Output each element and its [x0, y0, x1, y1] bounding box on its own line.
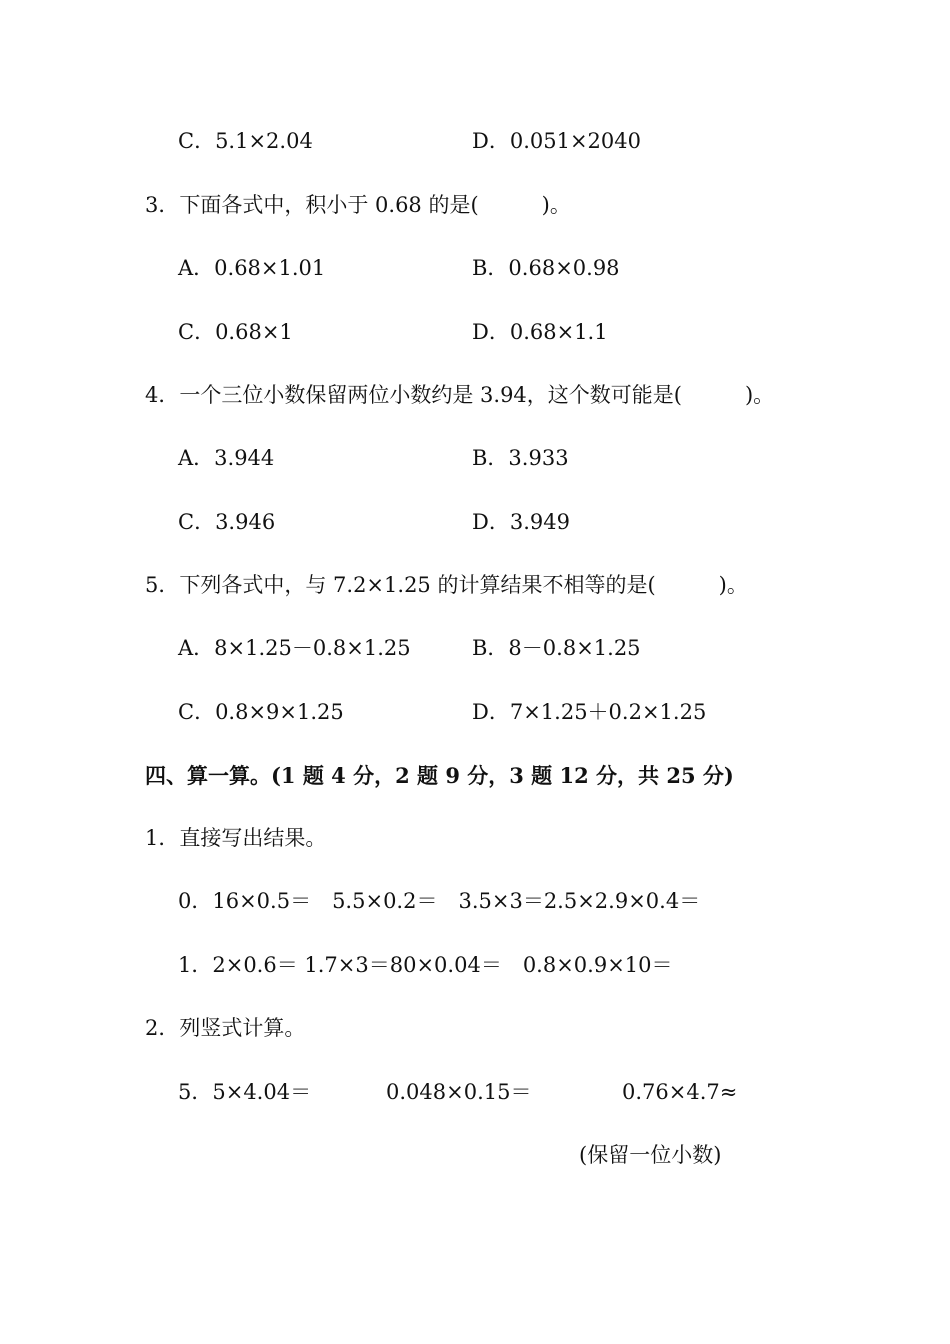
q3-option-c: C．0.68×1	[178, 320, 293, 344]
q3-option-b: B．0.68×0.98	[472, 256, 620, 280]
q5-option-c: C．0.8×9×1.25	[178, 700, 344, 724]
vertical-calc-item-2: 0.048×0.15＝	[386, 1080, 532, 1104]
direct-calc-row-2: 1．2×0.6＝ 1.7×3＝80×0.04＝ 0.8×0.9×10＝	[178, 953, 673, 977]
q4-option-c: C．3.946	[178, 510, 276, 534]
q5-option-b: B．8－0.8×1.25	[472, 636, 641, 660]
vertical-calc-item-1: 5．5×4.04＝	[178, 1080, 312, 1104]
vertical-calc-item-3: 0.76×4.7≈	[622, 1080, 738, 1104]
q5-stem: 5．下列各式中，与 7.2×1.25 的计算结果不相等的是( )。	[145, 573, 748, 597]
q4-option-b: B．3.933	[472, 446, 569, 470]
q3-option-a: A．0.68×1.01	[178, 256, 326, 280]
q3-option-d: D．0.68×1.1	[472, 320, 608, 344]
q4-option-a: A．3.944	[178, 446, 275, 470]
section-four-heading: 四、算一算。(1 题 4 分，2 题 9 分，3 题 12 分，共 25 分)	[145, 763, 734, 788]
q2-option-d: D．0.051×2040	[472, 129, 641, 153]
q5-option-d: D．7×1.25＋0.2×1.25	[472, 700, 707, 724]
section4-part2-stem: 2．列竖式计算。	[145, 1016, 306, 1040]
q3-stem: 3．下面各式中，积小于 0.68 的是( )。	[145, 193, 571, 217]
q4-stem: 4．一个三位小数保留两位小数约是 3.94，这个数可能是( )。	[145, 383, 775, 407]
direct-calc-row-1: 0．16×0.5＝ 5.5×0.2＝ 3.5×3＝2.5×2.9×0.4＝	[178, 889, 701, 913]
section4-part1-stem: 1．直接写出结果。	[145, 826, 327, 850]
q5-option-a: A．8×1.25－0.8×1.25	[178, 636, 411, 660]
q2-option-c: C．5.1×2.04	[178, 129, 313, 153]
q4-option-d: D．3.949	[472, 510, 570, 534]
rounding-note: (保留一位小数)	[579, 1143, 722, 1167]
